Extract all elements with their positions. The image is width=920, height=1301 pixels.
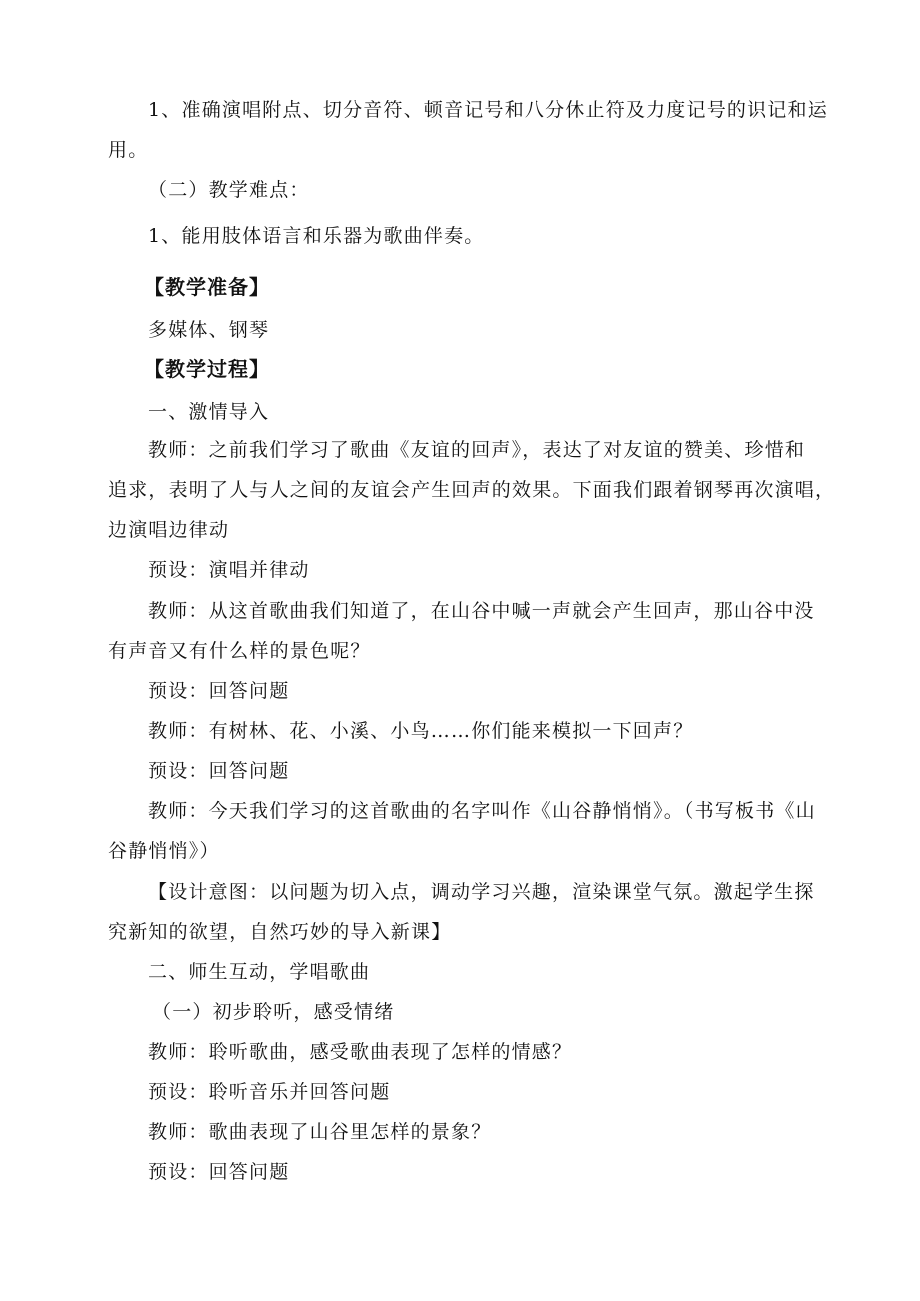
- difficulty-item-1: 1、能用肢体语言和乐器为歌曲伴奏。: [148, 225, 485, 247]
- paragraph-2: 预设：演唱并律动: [148, 559, 310, 581]
- paragraph-7-line-1: 教师：今天我们学习的这首歌曲的名字叫作《山谷静悄悄》。（书写板书《山: [148, 800, 816, 822]
- paragraph-4: 预设：回答问题: [148, 680, 290, 702]
- paragraph-5: 教师：有树林、花、小溪、小鸟……你们能来模拟一下回声？: [148, 720, 694, 742]
- answer-1: 预设：聆听音乐并回答问题: [148, 1081, 391, 1103]
- question-1: 教师：聆听歌曲，感受歌曲表现了怎样的情感？: [148, 1041, 573, 1063]
- subsection-1-title: （一）初步聆听，感受情绪: [152, 1001, 395, 1023]
- question-2: 教师：歌曲表现了山谷里怎样的景象？: [148, 1121, 492, 1143]
- paragraph-1-line-1: 教师：之前我们学习了歌曲《友谊的回声》，表达了对友谊的赞美、珍惜和: [148, 439, 806, 461]
- difficulty-heading: （二）教学难点：: [148, 179, 310, 201]
- paragraph-7-line-2: 谷静悄悄》）: [108, 840, 220, 862]
- design-intent-line-2: 究新知的欲望，自然巧妙的导入新课】: [108, 921, 452, 943]
- process-heading: 【教学过程】: [144, 357, 270, 381]
- preparation-heading: 【教学准备】: [144, 275, 270, 299]
- key-point-1-line-2: 用。: [108, 139, 149, 161]
- paragraph-6: 预设：回答问题: [148, 760, 290, 782]
- section-2-title: 二、师生互动，学唱歌曲: [148, 961, 371, 983]
- paragraph-1-line-2: 追求，表明了人与人之间的友谊会产生回声的效果。下面我们跟着钢琴再次演唱，: [108, 479, 836, 501]
- answer-2: 预设：回答问题: [148, 1161, 290, 1183]
- design-intent-line-1: 【设计意图：以问题为切入点，调动学习兴趣，渲染课堂气氛。激起学生探: [148, 881, 815, 903]
- paragraph-3-line-1: 教师：从这首歌曲我们知道了，在山谷中喊一声就会产生回声，那山谷中没: [148, 600, 815, 622]
- preparation-content: 多媒体、钢琴: [148, 319, 270, 341]
- section-1-title: 一、激情导入: [148, 401, 270, 423]
- paragraph-3-line-2: 有声音又有什么样的景色呢？: [108, 640, 371, 662]
- paragraph-1-line-3: 边演唱边律动: [108, 519, 230, 541]
- key-point-1-line-1: 1、准确演唱附点、切分音符、顿音记号和八分休止符及力度记号的识记和运: [148, 99, 828, 121]
